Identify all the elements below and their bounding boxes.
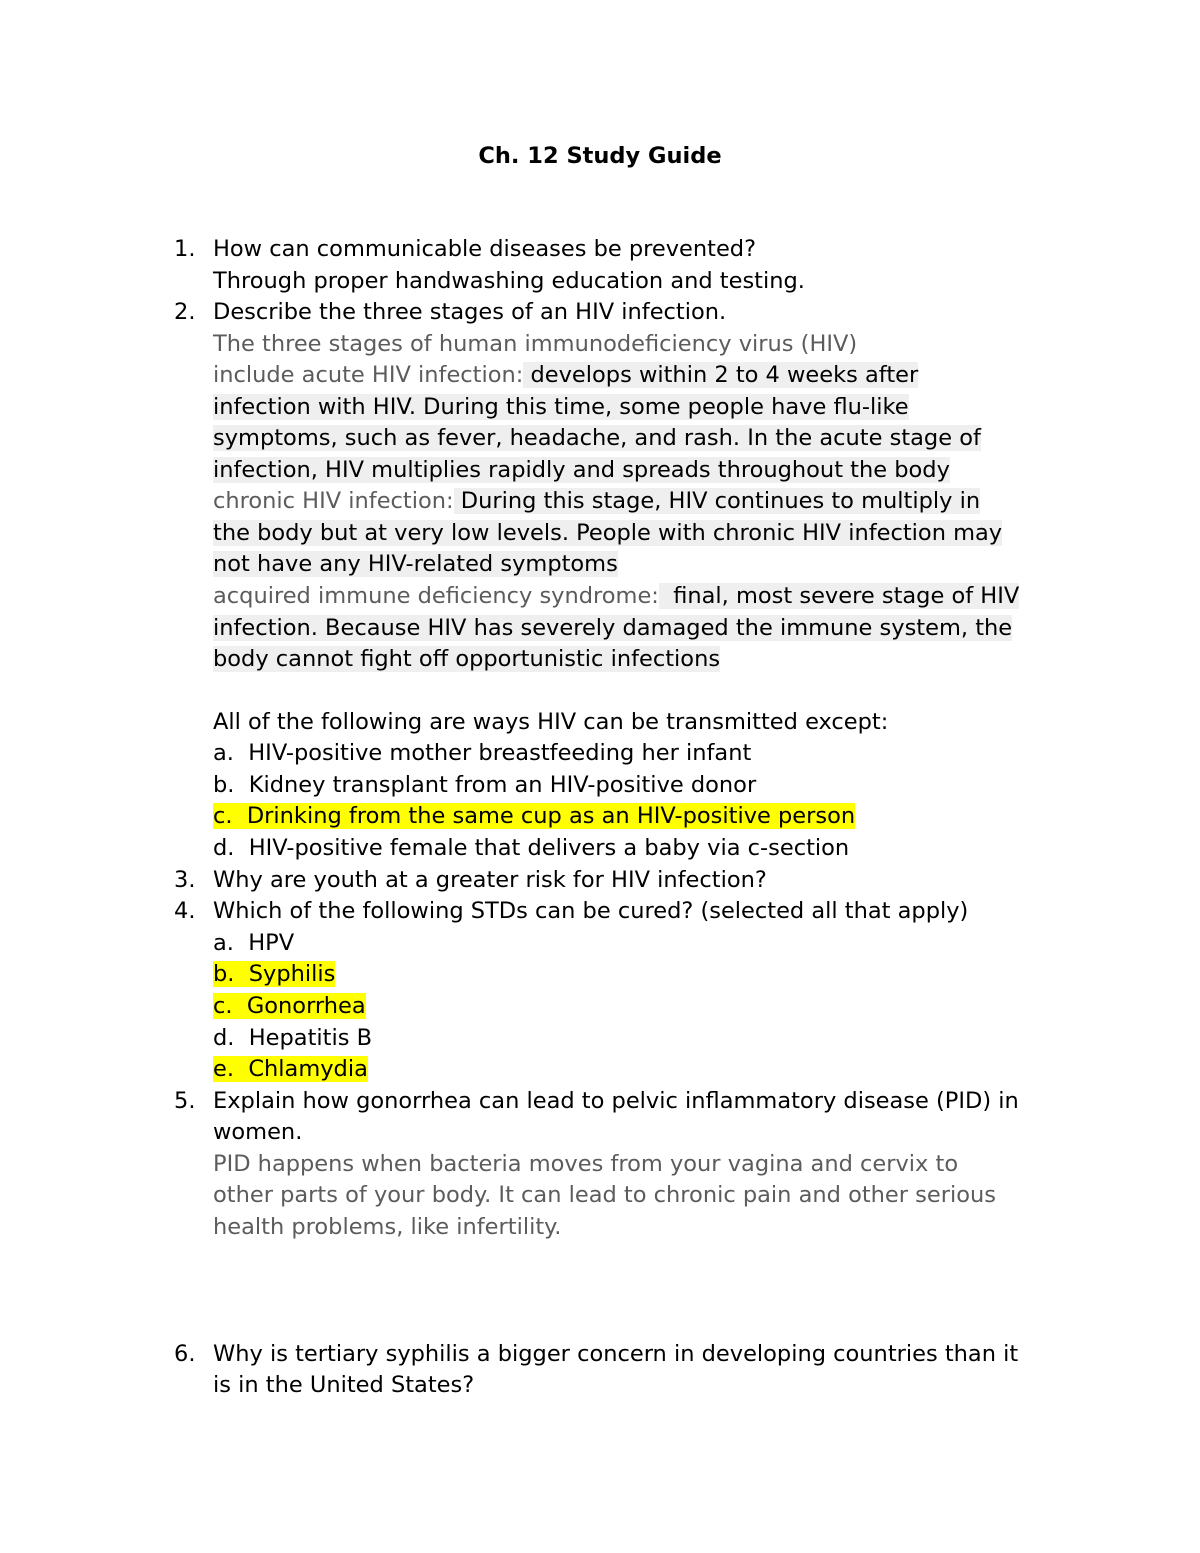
q6-number: 6. xyxy=(174,1341,196,1367)
q6-question: is in the United States? xyxy=(213,1372,475,1398)
chronic-line xyxy=(213,486,980,518)
q2-question: Describe the three stages of an HIV infection. xyxy=(213,299,727,325)
chronic-label: chronic HIV infection: xyxy=(213,488,454,514)
q4-option: d. Hepatitis B xyxy=(213,1025,373,1051)
acute-label: include acute HIV infection: xyxy=(213,362,524,388)
acute-line: infection with HIV. During this time, some people have flu-like xyxy=(213,394,909,420)
mc-option: a. HIV-positive mother breastfeeding her infant xyxy=(213,740,752,766)
q3-number: 3. xyxy=(174,867,196,893)
chronic-line: the body but at very low levels. People with chronic HIV infection may xyxy=(213,520,1003,546)
q3-question: Why are youth at a greater risk for HIV infection? xyxy=(213,867,767,893)
q4-option: a. HPV xyxy=(213,930,295,956)
q6-question: Why is tertiary syphilis a bigger concern in developing countries than it xyxy=(213,1341,1019,1367)
acute-text: develops within 2 to 4 weeks after xyxy=(523,362,919,388)
q5-question: women. xyxy=(213,1119,303,1145)
q4-option-correct: c. Gonorrhea xyxy=(213,993,366,1019)
aids-line: body cannot fight off opportunistic infections xyxy=(213,646,721,672)
q5-number: 5. xyxy=(174,1088,196,1114)
mc-option-correct: c. Drinking from the same cup as an HIV-positive person xyxy=(213,803,856,829)
q4-option-correct: e. Chlamydia xyxy=(213,1056,368,1082)
q5-answer: health problems, like infertility. xyxy=(213,1214,562,1240)
q4-number: 4. xyxy=(174,898,196,924)
q5-answer: PID happens when bacteria moves from your vagina and cervix to xyxy=(213,1151,959,1177)
q1-number: 1. xyxy=(174,236,196,262)
mc-question: All of the following are ways HIV can be transmitted except: xyxy=(213,709,889,735)
aids-line: infection. Because HIV has severely damaged the immune system, the xyxy=(213,615,1013,641)
q2-intro-line2 xyxy=(213,360,918,392)
chronic-text: During this stage, HIV continues to multiply in xyxy=(453,488,981,514)
acute-line: symptoms, such as fever, headache, and rash. In the acute stage of xyxy=(213,425,981,451)
page-title: Ch. 12 Study Guide xyxy=(478,143,722,169)
mc-option: d. HIV-positive female that delivers a baby via c-section xyxy=(213,835,850,861)
mc-option: b. Kidney transplant from an HIV-positive donor xyxy=(213,772,757,798)
aids-line xyxy=(213,581,1019,613)
q1-question: How can communicable diseases be prevented? xyxy=(213,236,757,262)
q1-answer: Through proper handwashing education and testing. xyxy=(213,268,805,294)
q2-intro-line1: The three stages of human immunodeficiency virus (HIV) xyxy=(213,331,858,357)
q5-question: Explain how gonorrhea can lead to pelvic inflammatory disease (PID) in xyxy=(213,1088,1019,1114)
chronic-line: not have any HIV-related symptoms xyxy=(213,551,618,577)
aids-text: final, most severe stage of HIV xyxy=(658,583,1020,609)
q2-number: 2. xyxy=(174,299,196,325)
q4-question: Which of the following STDs can be cured? (selected all that apply) xyxy=(213,898,969,924)
q4-option-correct: b. Syphilis xyxy=(213,961,336,987)
q5-answer: other parts of your body. It can lead to chronic pain and other serious xyxy=(213,1182,996,1208)
aids-label: acquired immune deficiency syndrome: xyxy=(213,583,659,609)
acute-line: infection, HIV multiplies rapidly and spreads throughout the body xyxy=(213,457,950,483)
